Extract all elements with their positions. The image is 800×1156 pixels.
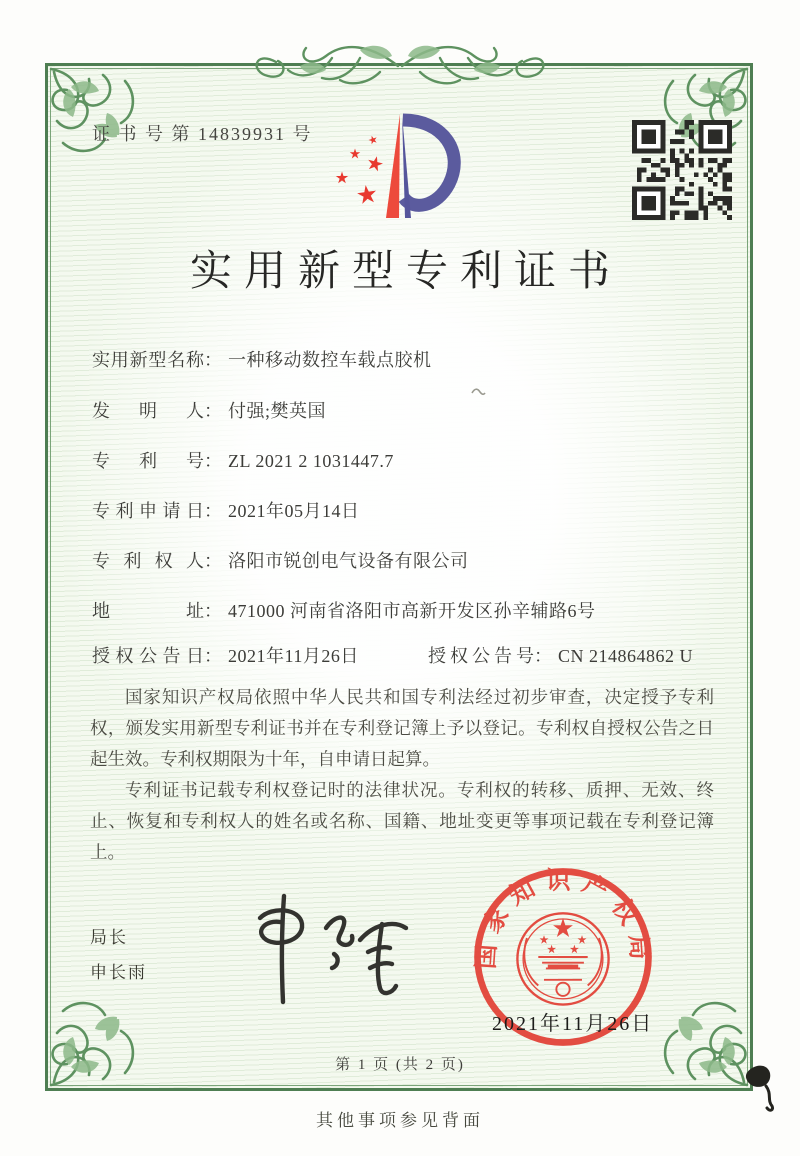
legal-paragraph-2: 专利证书记载专利权登记时的法律状况。专利权的转移、质押、无效、终止、恢复和专利权人的姓名或名称、国籍、地址变更等事项记载在专利登记簿上。 (90, 780, 714, 862)
field-value: 洛阳市锐创电气设备有限公司 (228, 551, 469, 571)
page-number: 第 1 页 (共 2 页) (335, 1057, 465, 1073)
field-row-grant: 授权公告日： 2021年11月26日 授权公告号： CN 214864862 U (92, 642, 717, 668)
qr-code-icon (632, 120, 732, 220)
seal-ring-text: 国家知识产权局 (472, 867, 654, 970)
field-row-address: 地址： 471000 河南省洛阳市高新开发区孙辛辅路6号 (92, 597, 717, 623)
field-value: 471000 河南省洛阳市高新开发区孙辛辅路6号 (228, 601, 596, 621)
field-row-patent-no: 专利号： ZL 2021 2 1031447.7 (92, 447, 717, 473)
certificate-title: 实用新型专利证书 (189, 249, 622, 295)
legal-paragraph-1: 国家知识产权局依照中华人民共和国专利法经过初步审查，决定授予专利权，颁发实用新型专利证书并在专利登记簿上予以登记。专利权自授权公告之日起生效。专利权期限为十年，自申请日起算。 (90, 687, 714, 769)
field-label: 专利申请日 (92, 501, 204, 521)
field-value: ZL 2021 2 1031447.7 (228, 451, 394, 471)
top-center-ornament (240, 36, 560, 91)
field-label: 专利权人 (92, 551, 204, 571)
field-label: 发明人 (92, 401, 204, 421)
field-value: 2021年11月26日 (228, 646, 359, 666)
officer-title: 局长 (90, 928, 128, 947)
ink-blot (740, 1062, 785, 1112)
certificate-number: 证 书 号 第 14839931 号 (92, 124, 313, 144)
field-label: 地址 (92, 601, 204, 621)
field-label: 授权公告日 (92, 646, 204, 666)
field-row-filing-date: 专利申请日： 2021年05月14日 (92, 497, 717, 523)
field-value: 付强;樊英国 (228, 401, 327, 421)
officer-name: 申长雨 (90, 963, 147, 982)
officer-block (90, 920, 147, 990)
field-row-name: 实用新型名称： 一种移动数控车载点胶机 (92, 346, 717, 372)
field-value: CN 214864862 U (558, 646, 694, 666)
handwritten-signature (222, 890, 412, 1005)
corner-ornament-bottom-left (47, 994, 142, 1089)
field-label: 专利号 (92, 451, 204, 471)
legal-text (90, 682, 714, 868)
print-smudge (470, 386, 486, 398)
field-value: 2021年05月14日 (228, 501, 360, 521)
field-grant-no: 授权公告号： CN 214864862 U (428, 642, 693, 668)
back-note: 其他事项参见背面 (316, 1111, 484, 1130)
field-label: 授权公告号 (428, 646, 534, 666)
seal-date: 2021年11月26日 (492, 1013, 654, 1035)
field-row-inventor: 发明人： 付强;樊英国 (92, 397, 717, 423)
field-row-patentee: 专利权人： 洛阳市锐创电气设备有限公司 (92, 547, 717, 573)
field-label: 实用新型名称 (92, 350, 204, 370)
cnipa-logo-icon (325, 108, 470, 230)
field-value: 一种移动数控车载点胶机 (228, 350, 432, 370)
corner-ornament-bottom-right (656, 994, 751, 1089)
